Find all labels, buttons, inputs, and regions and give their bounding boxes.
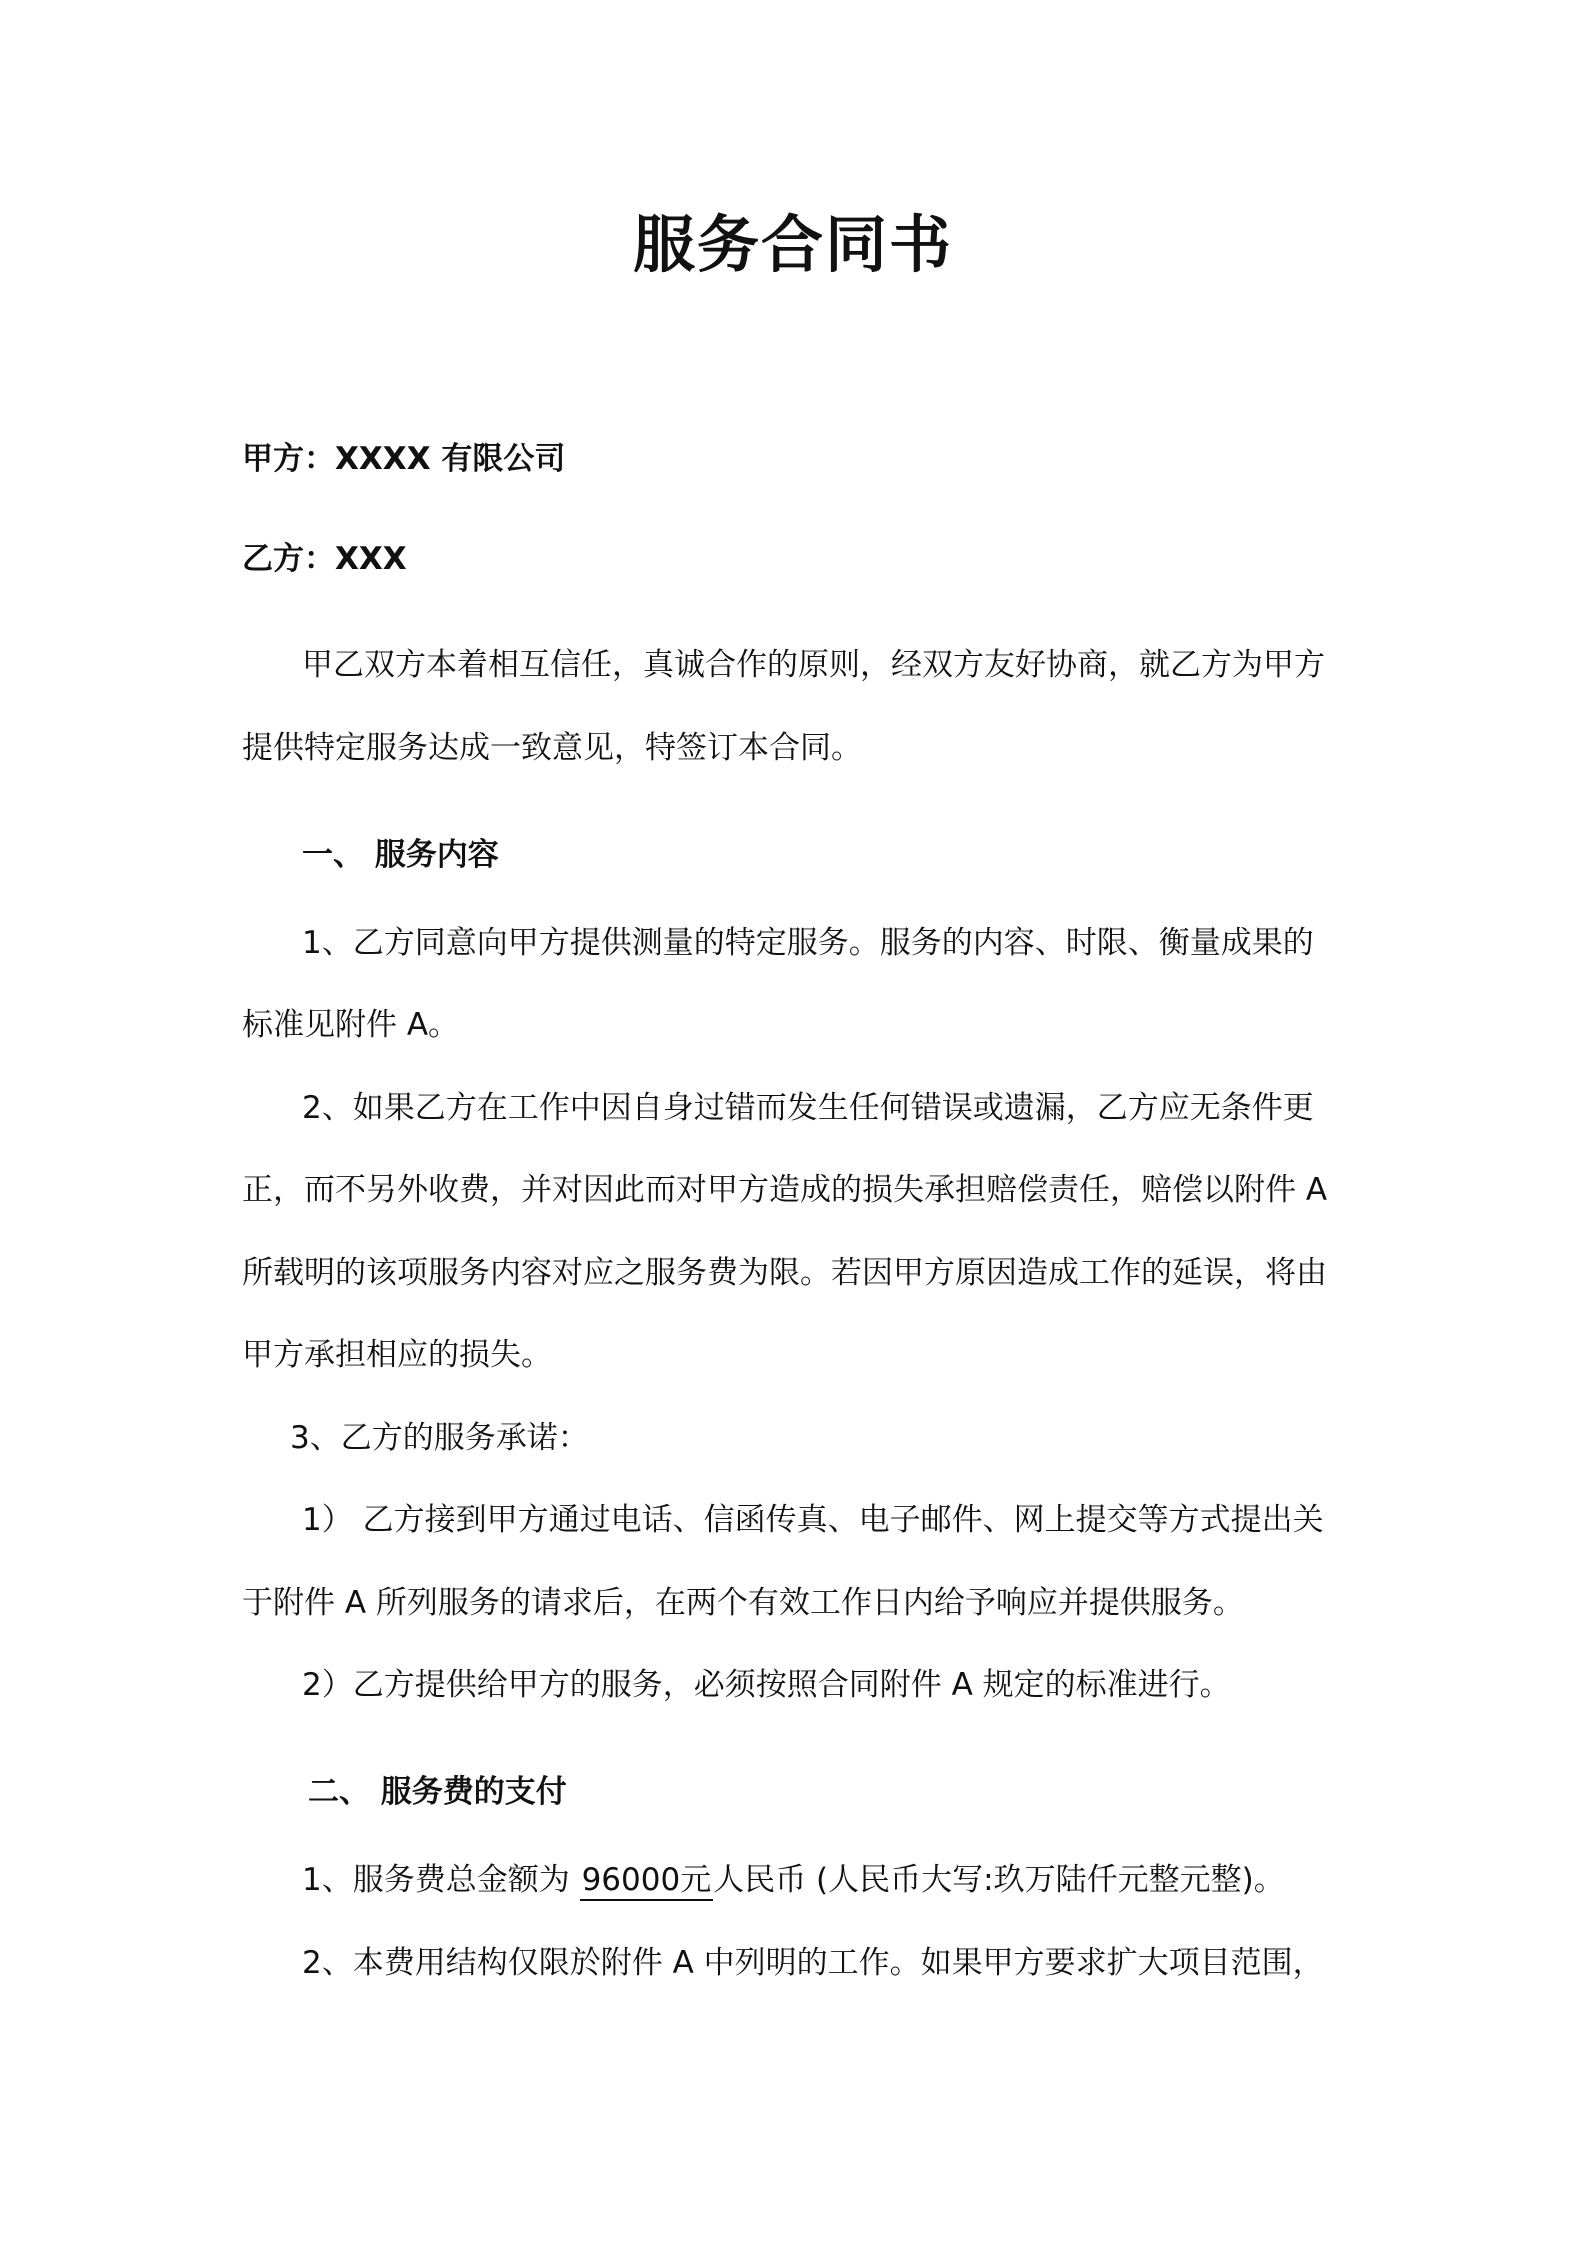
s1-item1-line-1: 1、乙方同意向甲方提供测量的特定服务。服务的内容、时限、衡量成果的	[302, 925, 1314, 961]
s2-item2-line-1: 2、本费用结构仅限於附件 A 中列明的工作。如果甲方要求扩大项目范围，	[302, 1945, 1324, 1981]
s2-item1-suffix: 人民币 (人民币大写:玖万陆仟元整元整)。	[713, 1862, 1285, 1898]
s1-item3-2: 2）乙方提供给甲方的服务，必须按照合同附件 A 规定的标准进行。	[302, 1667, 1231, 1703]
s2-item1	[302, 1859, 1285, 1901]
s1-item3-1-line-1: 1） 乙方接到甲方通过电话、信函传真、电子邮件、网上提交等方式提出关	[302, 1502, 1324, 1538]
s1-item2-line-3: 所载明的该项服务内容对应之服务费为限。若因甲方原因造成工作的延误，将由	[242, 1255, 1327, 1291]
service-fee-amount: 96000元	[580, 1861, 714, 1901]
s1-item3: 3、乙方的服务承诺：	[290, 1420, 589, 1456]
intro-paragraph-line-1: 甲乙双方本着相互信任，真诚合作的原则，经双方友好协商，就乙方为甲方	[302, 647, 1325, 683]
s1-item1-line-2: 标准见附件 A。	[242, 1007, 460, 1043]
section-1-heading: 一、 服务内容	[302, 837, 499, 873]
intro-paragraph-line-2: 提供特定服务达成一致意见，特签订本合同。	[242, 730, 862, 766]
s1-item3-1-line-2: 于附件 A 所列服务的请求后，在两个有效工作日内给予响应并提供服务。	[242, 1585, 1244, 1621]
section-2-heading: 二、 服务费的支付	[308, 1774, 567, 1810]
s2-item1-prefix: 1、服务费总金额为	[302, 1862, 580, 1898]
party-a: 甲方：XXXX 有限公司	[242, 441, 566, 477]
document-title: 服务合同书	[632, 208, 953, 281]
s1-item2-line-4: 甲方承担相应的损失。	[242, 1337, 552, 1373]
s1-item2-line-1: 2、如果乙方在工作中因自身过错而发生任何错误或遗漏，乙方应无条件更	[302, 1090, 1314, 1126]
s1-item2-line-2: 正，而不另外收费，并对因此而对甲方造成的损失承担赔偿责任，赔偿以附件 A	[242, 1172, 1328, 1208]
party-b: 乙方：XXX	[242, 541, 407, 577]
